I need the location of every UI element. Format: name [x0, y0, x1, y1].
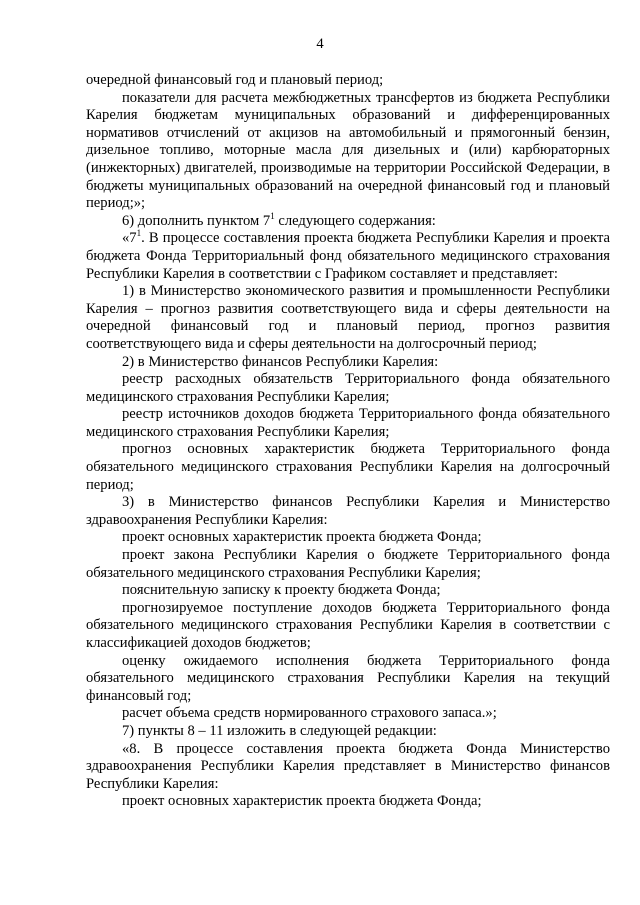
paragraph: показатели для расчета межбюджетных трансфертов из бюджета Республики Карелия бюджетам муниципальных образований и дифференцированных нормативов отчислений от акцизов на автомобильный и прямогонный бензин, дизельное топливо, моторные масла для дизельных и (или) карбюраторных (инжекторных) двигателей, производимые на территории Российской Федерации, в бюджеты муниципальных образований на очередной финансовый год и плановый период;»;: [86, 89, 610, 212]
paragraph: 3) в Министерство финансов Республики Карелия и Министерство здравоохранения Республики Карелия:: [86, 494, 610, 528]
paragraph: 1) в Министерство экономического развития и промышленности Республики Карелия – прогноз развития соответствующего вида и сферы деятельности на очередной финансовый год и плановый период, прогноз развития соответствующего вида и сферы деятельности на долгосрочный период;: [86, 283, 610, 352]
paragraph: реестр расходных обязательств Территориального фонда обязательного медицинского страхования Республики Карелия;: [86, 371, 610, 405]
paragraph: [86, 210, 610, 231]
paragraph: расчет объема средств нормированного страхового запаса.»;: [122, 705, 497, 722]
page-number: 4: [316, 36, 324, 52]
paragraph: проект закона Республики Карелия о бюджете Территориального фонда обязательного медицинского страхования Республики Карелия;: [86, 547, 610, 581]
paragraph-text: . В процессе составления проекта бюджета Республики Карелия и проекта бюджета Фонда Территориальный фонд обязательного медицинского страхования Республики Карелия в соответствии с Графиком составляет и представляет:: [86, 230, 610, 282]
paragraph: оценку ожидаемого исполнения бюджета Территориального фонда обязательного медицинского страхования Республики Карелия на текущий финансовый год;: [86, 652, 610, 704]
paragraph-text: следующего содержания:: [274, 212, 436, 229]
document-body: [86, 72, 610, 811]
paragraph: 2) в Министерство финансов Республики Карелия:: [122, 353, 439, 370]
superscript: 1: [270, 210, 275, 221]
superscript: 1: [136, 228, 142, 239]
paragraph: «8. В процессе составления проекта бюджета Фонда Министерство здравоохранения Республики Карелия представляет в Министерство финансов Республики Карелия:: [86, 740, 610, 792]
paragraph: прогнозируемое поступление доходов бюджета Территориального фонда обязательного медицинского страхования Республики Карелия в соответствии с классификацией доходов бюджетов;: [86, 599, 610, 651]
paragraph: прогноз основных характеристик бюджета Территориального фонда обязательного медицинского страхования Республики Карелия на долгосрочный период;: [86, 441, 610, 493]
paragraph: 7) пункты 8 – 11 изложить в следующей редакции:: [122, 722, 437, 739]
paragraph-text: 6) дополнить пунктом 7: [122, 212, 271, 229]
paragraph: реестр источников доходов бюджета Территориального фонда обязательного медицинского страхования Республики Карелия;: [86, 406, 610, 440]
paragraph: проект основных характеристик проекта бюджета Фонда;: [122, 529, 482, 546]
paragraph: [86, 230, 610, 283]
paragraph: очередной финансовый год и плановый период;: [86, 72, 384, 88]
paragraph: проект основных характеристик проекта бюджета Фонда;: [122, 793, 482, 810]
paragraph-text: «7: [122, 230, 137, 247]
paragraph: пояснительную записку к проекту бюджета Фонда;: [122, 582, 441, 599]
